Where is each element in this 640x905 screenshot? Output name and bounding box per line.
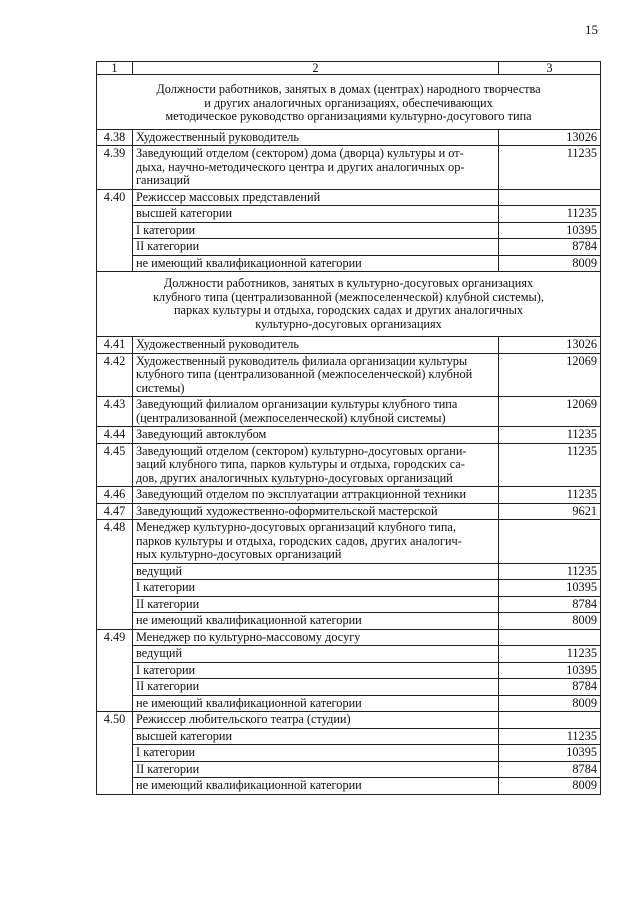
text-line: дыха, научно-методического центра и других аналогичных ор- — [136, 159, 465, 174]
salary-value: 12069 — [499, 397, 601, 427]
salary-value: 8009 — [499, 613, 601, 630]
column-number: 3 — [499, 62, 601, 75]
table-row — [97, 146, 601, 190]
category-label: ведущий — [133, 563, 499, 580]
category-label: I категории — [133, 745, 499, 762]
category-row — [97, 778, 601, 795]
text-line: Художественный руководитель филиала организации культуры — [136, 353, 468, 368]
row-number: 4.43 — [97, 397, 133, 427]
category-row — [97, 255, 601, 272]
section-title-line: методическое руководство организациями культурно-досугового типа — [165, 109, 532, 123]
category-row — [97, 239, 601, 256]
position-title: Менеджер по культурно-массовому досугу — [133, 629, 499, 646]
text-line: заций клубного типа, парков культуры и отдыха, городских са- — [136, 457, 465, 471]
category-row — [97, 563, 601, 580]
table-row — [97, 503, 601, 520]
category-label: высшей категории — [133, 728, 499, 745]
salary-value: 11235 — [499, 563, 601, 580]
category-label: II категории — [133, 679, 499, 696]
salary-value: 12069 — [499, 353, 601, 397]
row-number: 4.47 — [97, 503, 133, 520]
section-title — [97, 75, 601, 130]
category-row — [97, 728, 601, 745]
table-row — [97, 443, 601, 487]
table-row — [97, 712, 601, 729]
category-label: I категории — [133, 222, 499, 239]
section-title-line: парках культуры и отдыха, городских садах и других аналогичных — [173, 303, 524, 317]
position-title — [133, 397, 499, 427]
row-number: 4.42 — [97, 353, 133, 397]
empty-value — [499, 520, 601, 564]
category-label: I категории — [133, 662, 499, 679]
category-label: не имеющий квалификационной категории — [133, 695, 499, 712]
table-row — [97, 629, 601, 646]
text-line: дов, других аналогичных культурно-досуговых организаций — [136, 470, 453, 485]
text-line: Заведующий отделом (сектором) дома (дворца) культуры и от- — [136, 146, 464, 160]
position-title: Художественный руководитель — [133, 337, 499, 354]
row-number: 4.45 — [97, 443, 133, 487]
position-title: Художественный руководитель — [133, 129, 499, 146]
category-label: не имеющий квалификационной категории — [133, 778, 499, 795]
salary-value: 10395 — [499, 580, 601, 597]
category-row — [97, 695, 601, 712]
position-title — [133, 520, 499, 564]
category-row — [97, 222, 601, 239]
column-number-row — [97, 62, 601, 75]
salary-value: 11235 — [499, 206, 601, 223]
salary-value: 11235 — [499, 487, 601, 504]
text-line: Заведующий филиалом организации культуры клубного типа — [136, 397, 458, 411]
salary-value: 8009 — [499, 255, 601, 272]
section-title — [97, 272, 601, 337]
category-row — [97, 206, 601, 223]
row-number: 4.48 — [97, 520, 133, 630]
table-row — [97, 337, 601, 354]
salary-value: 8784 — [499, 596, 601, 613]
column-number: 2 — [133, 62, 499, 75]
salary-value: 10395 — [499, 222, 601, 239]
section-title-line: Должности работников, занятых в домах (центрах) народного творчества — [156, 82, 541, 96]
text-line: (централизованной (межпоселенческой) клубной системы) — [136, 410, 446, 425]
position-title: Режиссер любительского театра (студии) — [133, 712, 499, 729]
row-number: 4.39 — [97, 146, 133, 190]
position-title: Заведующий автоклубом — [133, 427, 499, 444]
text-line: клубного типа (централизованной (межпоселенческой) клубной — [136, 367, 473, 381]
category-label: высшей категории — [133, 206, 499, 223]
page-number: 15 — [585, 22, 598, 37]
salary-value: 13026 — [499, 129, 601, 146]
category-label: ведущий — [133, 646, 499, 663]
empty-value — [499, 189, 601, 206]
table-row — [97, 520, 601, 564]
category-row — [97, 662, 601, 679]
category-row — [97, 745, 601, 762]
table-row — [97, 189, 601, 206]
row-number: 4.44 — [97, 427, 133, 444]
position-title — [133, 443, 499, 487]
position-title — [133, 146, 499, 190]
text-line: Заведующий отделом (сектором) культурно-досуговых органи- — [136, 443, 467, 458]
empty-value — [499, 712, 601, 729]
category-row — [97, 613, 601, 630]
salary-value: 11235 — [499, 443, 601, 487]
salary-value: 8784 — [499, 239, 601, 256]
salary-value: 11235 — [499, 146, 601, 190]
position-title: Режиссер массовых представлений — [133, 189, 499, 206]
salary-value: 10395 — [499, 662, 601, 679]
section-title-line: и других аналогичных организациях, обеспечивающих — [204, 95, 493, 110]
text-line: системы) — [136, 380, 185, 395]
section-title-line: клубного типа (централизованной (межпоселенческой) клубной системы), — [153, 289, 544, 304]
salary-value: 11235 — [499, 728, 601, 745]
salary-value: 8009 — [499, 695, 601, 712]
category-row — [97, 679, 601, 696]
row-number: 4.38 — [97, 129, 133, 146]
table-row — [97, 397, 601, 427]
table-row — [97, 353, 601, 397]
category-label: II категории — [133, 239, 499, 256]
category-label: II категории — [133, 596, 499, 613]
table-row — [97, 129, 601, 146]
salary-value: 8784 — [499, 761, 601, 778]
salary-value: 8009 — [499, 778, 601, 795]
row-number: 4.50 — [97, 712, 133, 795]
section-header-row — [97, 272, 601, 337]
category-row — [97, 596, 601, 613]
salary-value: 11235 — [499, 427, 601, 444]
text-line: Менеджер культурно-досуговых организаций клубного типа, — [136, 520, 456, 534]
category-label: II категории — [133, 761, 499, 778]
row-number: 4.40 — [97, 189, 133, 272]
category-row — [97, 646, 601, 663]
salary-value: 13026 — [499, 337, 601, 354]
position-title: Заведующий отделом по эксплуатации аттракционной техники — [133, 487, 499, 504]
category-row — [97, 761, 601, 778]
salary-value: 9621 — [499, 503, 601, 520]
column-number: 1 — [97, 62, 133, 75]
salary-value: 8784 — [499, 679, 601, 696]
row-number: 4.49 — [97, 629, 133, 712]
position-title — [133, 353, 499, 397]
empty-value — [499, 629, 601, 646]
category-label: I категории — [133, 580, 499, 597]
salary-value: 10395 — [499, 745, 601, 762]
category-label: не имеющий квалификационной категории — [133, 613, 499, 630]
row-number: 4.46 — [97, 487, 133, 504]
text-line: ных культурно-досуговых организаций — [136, 547, 342, 561]
position-title: Заведующий художественно-оформительской мастерской — [133, 503, 499, 520]
table-row — [97, 487, 601, 504]
section-title-line: культурно-досуговых организациях — [255, 316, 442, 331]
section-header-row — [97, 75, 601, 130]
row-number: 4.41 — [97, 337, 133, 354]
salary-table — [96, 61, 601, 795]
category-label: не имеющий квалификационной категории — [133, 255, 499, 272]
text-line: парков культуры и отдыха, городских садов, других аналогич- — [136, 533, 462, 548]
category-row — [97, 580, 601, 597]
section-title-line: Должности работников, занятых в культурно-досуговых организациях — [163, 276, 534, 290]
table-row — [97, 427, 601, 444]
salary-value: 11235 — [499, 646, 601, 663]
text-line: ганизаций — [136, 173, 190, 187]
